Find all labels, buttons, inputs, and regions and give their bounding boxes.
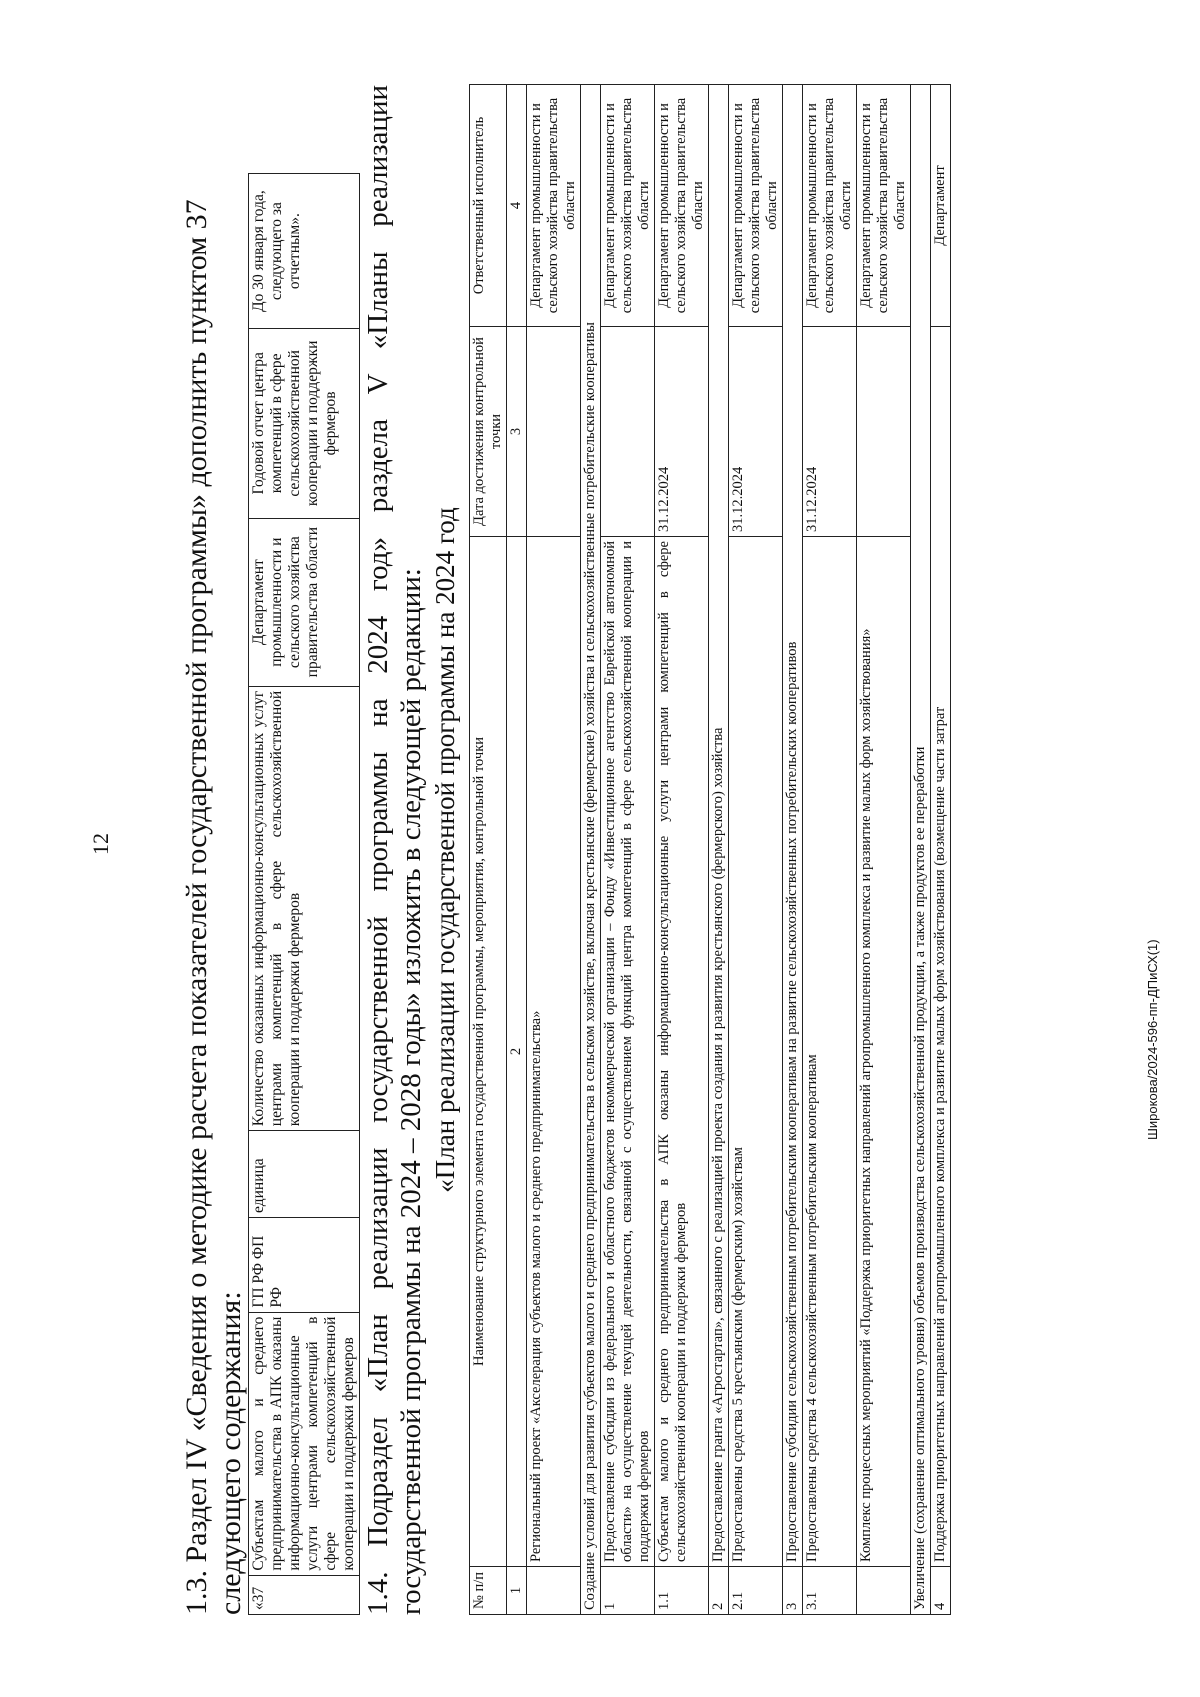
indicator-method: Количество оказанных информационно-консультационных услуг центрами компетенций в сфере сельскохозяйственной кооперации и поддержки фермеров	[249, 686, 360, 1130]
header-name: Наименование структурного элемента государственной программы, мероприятия, контрольной точки	[470, 537, 507, 1567]
row-3-number: 3	[783, 1567, 803, 1615]
complex-row	[857, 85, 911, 1615]
plan-header-row	[470, 85, 507, 1615]
header-number-2: 2	[507, 537, 527, 1567]
goal-increase-row	[911, 85, 931, 1615]
row-3-1-number: 3.1	[803, 1567, 857, 1615]
plan-row-1	[601, 85, 655, 1615]
row-1-1-date: 31.12.2024	[655, 327, 709, 537]
complex-responsible: Департамент промышленности и сельского хозяйства правительства области	[857, 85, 911, 327]
row-2-1-number: 2.1	[729, 1567, 783, 1615]
header-number-3: 3	[507, 327, 527, 537]
row-4-name: Поддержка приоритетных направлений агропромышленного комплекса и развитие малых форм хозяйствования (возмещение части затрат	[931, 327, 951, 1567]
section-1-4-heading: 1.4. Подраздел «План реализации государственной программы на 2024 год» раздела V «Планы реализации государственной программы на 2024 – 2028 годы» изложить в следующей редакции:	[362, 85, 427, 1615]
header-number-1: 1	[507, 1567, 527, 1615]
row-2-number: 2	[709, 1567, 729, 1615]
row-4-responsible: Департамент	[931, 85, 951, 327]
plan-row-3	[783, 85, 803, 1615]
indicator-deadline: До 30 января года, следующего за отчетным».	[249, 174, 360, 329]
indicator-source: Годовой отчет центра компетенций в сфере сельскохозяйственной кооперации и поддержки фермеров	[249, 329, 360, 518]
indicator-description: Субъектам малого и среднего предпринимательства в АПК оказаны информационно-консультационные услуги центрами компетенций в сфере сельскохозяйственной кооперации и поддержки фермеров	[249, 1312, 360, 1575]
indicator-row-37	[249, 174, 360, 1615]
regional-project-responsible: Департамент промышленности и сельского хозяйства правительства области	[527, 85, 581, 327]
row-3-1-date: 31.12.2024	[803, 327, 857, 537]
goal-increase-text: Увеличение (сохранение оптимального уровня) объемов производства сельскохозяйственной продукции, а также продуктов ее переработки	[911, 85, 931, 1615]
complex-name: Комплекс процессных мероприятий «Поддержка приоритетных направлений агропромышленного комплекса и развитие малых форм хозяйствования»	[857, 537, 911, 1567]
row-1-responsible: Департамент промышленности и сельского хозяйства правительства области	[601, 85, 655, 327]
row-3-name: Предоставление субсидии сельскохозяйственным потребительским кооперативам на развитие сельскохозяйственных потребительских кооперативов	[783, 85, 803, 1567]
row-3-1-responsible: Департамент промышленности и сельского хозяйства правительства области	[803, 85, 857, 327]
indicator-level: ГП РФ ФП РФ	[249, 1217, 360, 1312]
page-number: 12	[88, 833, 113, 855]
section-1-3-heading: 1.3. Раздел IV «Сведения о методике расчета показателей государственной программы» дополнить пунктом 37 следующего содержания:	[180, 199, 247, 1615]
row-1-name: Предоставление субсидии из федерального и областного бюджетов некоммерческой организации – Фонду «Инвестиционное агентство Еврейской автономной области» на осуществление текущей деятельности, связанной с осуществлением функций центра компетенций в сфере сельскохозяйственной кооперации и поддержки фермеров	[601, 537, 655, 1567]
footer-document-code: Широкова/2024-596-пп-ДПиСХ(1)	[1145, 939, 1160, 1140]
plan-row-2-1	[729, 85, 783, 1615]
plan-row-4	[931, 85, 951, 1615]
row-4-number: 4	[931, 1567, 951, 1615]
header-resp: Ответственный исполнитель	[470, 85, 507, 327]
row-2-name: Предоставление гранта «Агростартап», связанного с реализацией проекта создания и развития крестьянского (фермерского) хозяйства	[709, 85, 729, 1567]
rotated-document-content	[180, 85, 1090, 1615]
plan-table	[469, 84, 951, 1615]
row-1-1-number: 1.1	[655, 1567, 709, 1615]
indicator-responsible: Департамент промышленности и сельского хозяйства правительства области	[249, 518, 360, 686]
goal-conditions-row	[581, 85, 601, 1615]
row-2-1-date: 31.12.2024	[729, 327, 783, 537]
plan-header-numbers-row	[507, 85, 527, 1615]
indicator-unit: единица	[249, 1131, 360, 1218]
row-3-1-name: Предоставлены средства 4 сельскохозяйственным потребительским кооперативам	[803, 537, 857, 1567]
row-1-1-responsible: Департамент промышленности и сельского хозяйства правительства области	[655, 85, 709, 327]
indicator-number: «37	[249, 1575, 360, 1614]
regional-project-name: Региональный проект «Акселерация субъектов малого и среднего предпринимательства»	[527, 537, 581, 1567]
header-num: № п/п	[470, 1567, 507, 1615]
plan-row-2	[709, 85, 729, 1615]
plan-title: «План реализации государственной программы на 2024 год	[430, 507, 460, 1193]
row-2-1-name: Предоставлены средства 5 крестьянским (фермерским) хозяйствам	[729, 537, 783, 1567]
indicator-table	[248, 173, 360, 1615]
row-1-number: 1	[601, 1567, 655, 1615]
plan-row-1-1	[655, 85, 709, 1615]
row-2-1-responsible: Департамент промышленности и сельского хозяйства правительства области	[729, 85, 783, 327]
regional-project-row	[527, 85, 581, 1615]
plan-row-3-1	[803, 85, 857, 1615]
row-1-1-name: Субъектам малого и среднего предпринимательства в АПК оказаны информационно-консультационные услуги центрами компетенций в сфере сельскохозяйственной кооперации и поддержки фермеров	[655, 537, 709, 1567]
goal-conditions-text: Создание условий для развития субъектов малого и среднего предпринимательства в сельском хозяйстве, включая крестьянские (фермерские) хозяйства и сельскохозяйственные потребительские кооперативы	[581, 85, 601, 1615]
header-number-4: 4	[507, 85, 527, 327]
header-date: Дата достижения контрольной точки	[470, 327, 507, 537]
